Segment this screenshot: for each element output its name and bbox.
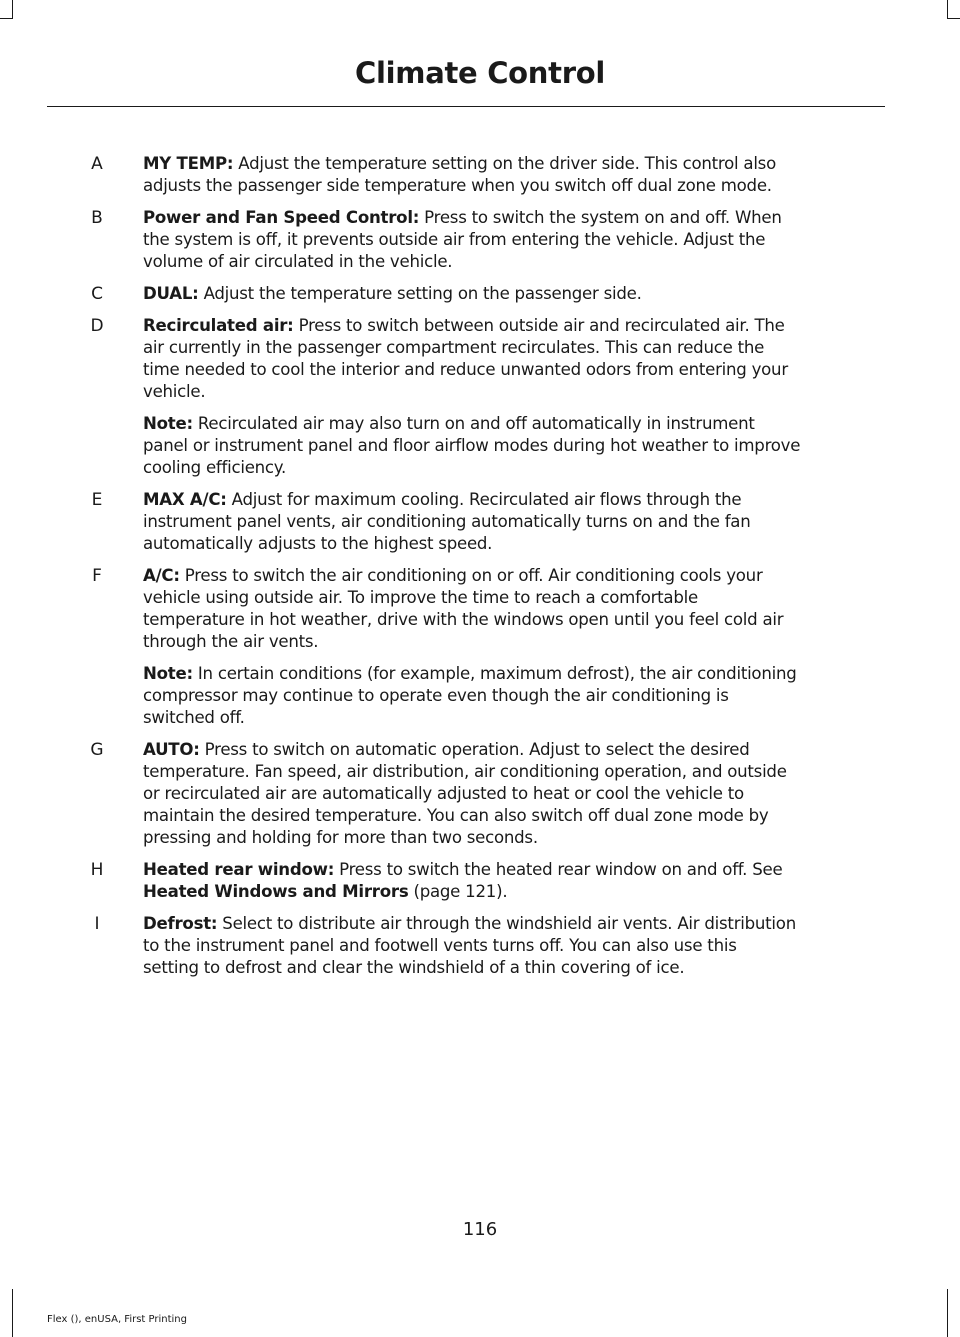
line-text: switched off.: [143, 708, 245, 727]
page-title: Climate Control: [355, 56, 605, 90]
line-text: Adjust for maximum cooling. Recirculated air flows through the: [226, 490, 742, 509]
item-letter: B: [91, 208, 103, 228]
footer-text: Flex (), enUSA, First Printing: [47, 1314, 187, 1325]
line-text: Press to switch the heated rear window on and off. See: [334, 860, 783, 879]
item-letter: D: [90, 316, 104, 336]
description-line: [143, 381, 205, 403]
description-line: [143, 805, 768, 827]
note-line: [143, 435, 800, 457]
control-term: MY TEMP:: [143, 154, 234, 173]
crop-mark-top-right-h: [947, 18, 960, 19]
control-term: AUTO:: [143, 740, 200, 759]
line-text: or recirculated air are automatically adjusted to heat or cool the vehicle to: [143, 784, 744, 803]
description-line: [143, 359, 788, 381]
line-text: adjusts the passenger side temperature when you switch off dual zone mode.: [143, 176, 772, 195]
line-text: vehicle.: [143, 382, 206, 401]
description-line: [143, 587, 698, 609]
line-text: volume of air circulated in the vehicle.: [143, 252, 453, 271]
crop-mark-bottom-left: [12, 1289, 13, 1337]
line-text: pressing and holding for more than two seconds.: [143, 828, 538, 847]
control-term: Heated Windows and Mirrors: [143, 882, 409, 901]
description-line: [143, 609, 783, 631]
header-divider: [47, 106, 885, 107]
description-line: [143, 881, 507, 903]
line-text: to the instrument panel and footwell vents turns off. You can also use this: [143, 936, 737, 955]
item-letter: A: [91, 154, 103, 174]
item-letter: E: [91, 490, 103, 510]
line-text: Adjust the temperature setting on the driver side. This control also: [233, 154, 776, 173]
description-line: [143, 859, 782, 881]
description-line: [143, 565, 763, 587]
description-line: [143, 935, 737, 957]
item-letter: H: [90, 860, 104, 880]
description-line: [143, 783, 744, 805]
description-line: [143, 489, 741, 511]
line-text: air currently in the passenger compartment recirculates. This can reduce the: [143, 338, 765, 357]
description-line: [143, 175, 772, 197]
line-text: vehicle using outside air. To improve the time to reach a comfortable: [143, 588, 698, 607]
page-number: 116: [462, 1219, 498, 1240]
control-term: A/C:: [143, 566, 180, 585]
control-term: Heated rear window:: [143, 860, 335, 879]
description-line: [143, 511, 751, 533]
description-line: [143, 913, 796, 935]
crop-mark-top-right: [947, 0, 948, 18]
line-text: Press to switch the air conditioning on or off. Air conditioning cools your: [179, 566, 763, 585]
line-text: In certain conditions (for example, maximum defrost), the air conditioning: [192, 664, 797, 683]
control-term: Recirculated air:: [143, 316, 294, 335]
description-line: [143, 739, 750, 761]
note-line: [143, 685, 729, 707]
note-line: [143, 663, 797, 685]
item-letter: I: [94, 914, 100, 934]
description-line: [143, 533, 492, 555]
description-line: [143, 315, 785, 337]
line-text: cooling efficiency.: [143, 458, 287, 477]
control-term: Power and Fan Speed Control:: [143, 208, 420, 227]
description-line: [143, 283, 642, 305]
line-text: Press to switch the system on and off. When: [419, 208, 782, 227]
description-line: [143, 337, 764, 359]
item-letter: G: [90, 740, 104, 760]
item-letter: F: [92, 566, 102, 586]
note-label: Note:: [143, 414, 193, 433]
description-line: [143, 153, 776, 175]
note-line: [143, 707, 245, 729]
line-text: compressor may continue to operate even though the air conditioning is: [143, 686, 729, 705]
line-text: setting to defrost and clear the windshield of a thin covering of ice.: [143, 958, 685, 977]
note-line: [143, 457, 286, 479]
line-text: Press to switch on automatic operation. Adjust to select the desired: [199, 740, 750, 759]
line-text: panel or instrument panel and floor airflow modes during hot weather to improve: [143, 436, 801, 455]
line-text: Select to distribute air through the windshield air vents. Air distribution: [217, 914, 796, 933]
crop-mark-bottom-right: [947, 1289, 948, 1337]
line-text: time needed to cool the interior and reduce unwanted odors from entering your: [143, 360, 788, 379]
control-term: Defrost:: [143, 914, 218, 933]
note-label: Note:: [143, 664, 193, 683]
line-text: the system is off, it prevents outside air from entering the vehicle. Adjust the: [143, 230, 766, 249]
line-text: temperature. Fan speed, air distribution, air conditioning operation, and outside: [143, 762, 787, 781]
crop-mark-top-left-h: [0, 18, 13, 19]
line-text: Press to switch between outside air and recirculated air. The: [293, 316, 785, 335]
description-line: [143, 207, 782, 229]
description-line: [143, 631, 318, 653]
line-text: temperature in hot weather, drive with the windows open until you feel cold air: [143, 610, 784, 629]
description-line: [143, 827, 538, 849]
description-line: [143, 761, 787, 783]
line-text: instrument panel vents, air conditioning automatically turns on and the fan: [143, 512, 751, 531]
item-letter: C: [91, 284, 103, 304]
note-line: [143, 413, 755, 435]
line-text: maintain the desired temperature. You can also switch off dual zone mode by: [143, 806, 769, 825]
line-text: Recirculated air may also turn on and off automatically in instrument: [192, 414, 755, 433]
crop-mark-top-left: [12, 0, 13, 18]
control-term: DUAL:: [143, 284, 199, 303]
description-line: [143, 957, 684, 979]
control-term: MAX A/C:: [143, 490, 227, 509]
description-line: [143, 251, 452, 273]
line-text: Adjust the temperature setting on the passenger side.: [198, 284, 642, 303]
line-text: automatically adjusts to the highest speed.: [143, 534, 493, 553]
line-text: through the air vents.: [143, 632, 319, 651]
line-text: (page 121).: [408, 882, 508, 901]
description-line: [143, 229, 765, 251]
